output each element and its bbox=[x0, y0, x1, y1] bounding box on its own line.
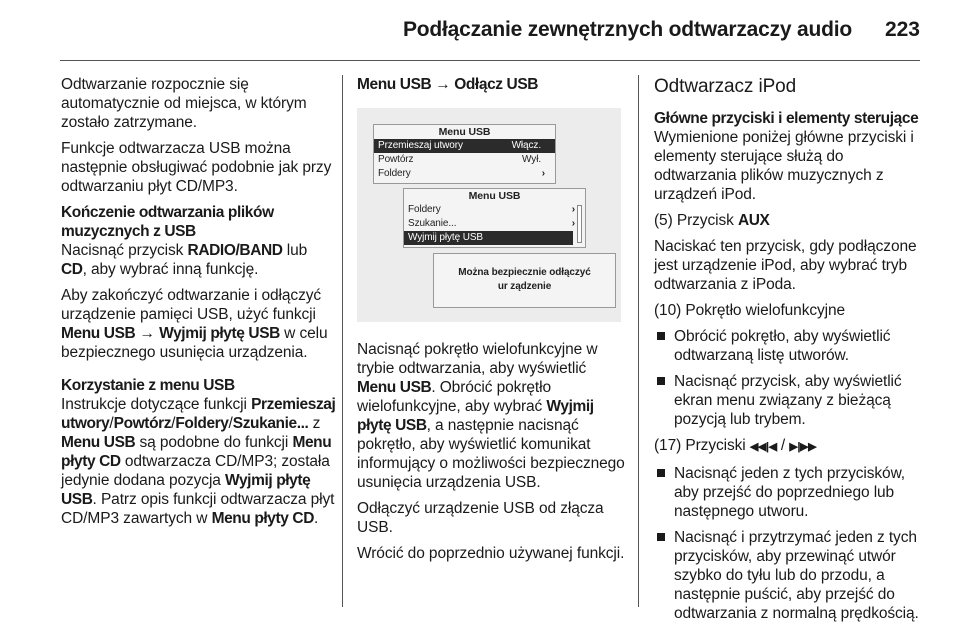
menu-row: Szukanie... › bbox=[408, 218, 575, 229]
bullet-list bbox=[654, 327, 922, 429]
paragraph: Odtwarzanie rozpocznie się automatycznie od miejsca, w którym zostało zatrzymane. bbox=[61, 76, 307, 131]
menu-row: Foldery › bbox=[408, 204, 575, 215]
paragraph: Instrukcje dotyczące funkcji Przemieszaj utwory/Powtórz/Foldery/Szukanie... z Menu USB są podobne do funkcji Menu płyty CD odtwarzacza CD/MP3; została jedynie dodana pozycja Wyjmij płytę USB. Patrz opis funkcji odtwarzacza płyt CD/MP3 zawartych w Menu płyty CD. bbox=[61, 396, 336, 527]
column-divider-2 bbox=[638, 75, 639, 607]
paragraph: Wymienione poniżej główne przyciski i elementy sterujące służą do odtwarzania plików muzycznych z urządzeń iPod. bbox=[654, 129, 914, 203]
paragraph: Aby zakończyć odtwarzanie i odłączyć urządzenie pamięci USB, użyć funkcji Menu USB → Wyjmij płytę USB w celu bezpiecznego usunięcia urządzenia. bbox=[61, 287, 328, 361]
usb-menu-figure bbox=[357, 108, 621, 322]
column-left bbox=[61, 75, 336, 535]
scrollbar bbox=[577, 205, 582, 243]
chevron-right-icon: › bbox=[571, 204, 575, 215]
screen-menu-usb-1 bbox=[373, 124, 556, 184]
screen-safe-remove-message: Można bezpiecznie odłączyć ur ządzenie bbox=[433, 253, 616, 308]
menu-row-selected: Przemieszaj utwory Włącz. bbox=[374, 139, 555, 153]
skip-forward-icon: ▶|▶▶ bbox=[789, 441, 817, 453]
list-item: Nacisnąć jeden z tych przycisków, aby przejść do poprzedniego lub następnego utworu. bbox=[654, 464, 922, 521]
section-heading: Główne przyciski i elementy sterujące bbox=[654, 110, 919, 127]
paragraph: Odłączyć urządzenie USB od złącza USB. bbox=[357, 500, 604, 536]
paragraph: Funkcje odtwarzacza USB można następnie obsługiwać podobnie jak przy odtwarzaniu płyt CD/MP3. bbox=[61, 140, 332, 195]
screen-title: Menu USB bbox=[468, 190, 521, 202]
paragraph: (17) Przyciski ◀◀|◀ / ▶|▶▶ bbox=[654, 437, 817, 454]
column-divider-1 bbox=[342, 75, 343, 607]
paragraph: (5) Przycisk AUX bbox=[654, 212, 770, 229]
chevron-right-icon: › bbox=[541, 168, 545, 179]
section-heading: Kończenie odtwarzania plików muzycznych z USB bbox=[61, 204, 274, 240]
skip-back-icon: ◀◀|◀ bbox=[749, 441, 777, 453]
list-item: Nacisnąć przycisk, aby wyświetlić ekran menu związany z bieżącą pozycją lub trybem. bbox=[654, 372, 922, 429]
column-right bbox=[654, 75, 922, 630]
bullet-list bbox=[654, 464, 922, 623]
paragraph: Nacisnąć pokrętło wielofunkcyjne w trybie odtwarzania, aby wyświetlić Menu USB. Obrócić pokrętło wielofunkcyjne, aby wybrać Wyjmij płytę USB, a następnie nacisnąć pokrętło, aby wyświetlić komunikat informujący o możliwości bezpiecznego usunięcia urządzenia USB. bbox=[357, 341, 625, 491]
paragraph: (10) Pokrętło wielofunkcyjne bbox=[654, 302, 846, 319]
paragraph: Nacisnąć przycisk RADIO/BAND lub CD, aby wybrać inną funkcję. bbox=[61, 242, 308, 278]
screen-title: Menu USB bbox=[438, 126, 491, 138]
paragraph: Naciskać ten przycisk, gdy podłączone jest urządzenie iPod, aby wybrać tryb odtwarzania z iPoda. bbox=[654, 238, 917, 293]
menu-row: Foldery › bbox=[378, 168, 545, 179]
page-header bbox=[0, 0, 960, 62]
list-item: Obrócić pokrętło, aby wyświetlić odtwarzaną listę utworów. bbox=[654, 327, 922, 365]
screen-menu-usb-2 bbox=[403, 188, 586, 248]
column-middle bbox=[357, 75, 627, 570]
chevron-right-icon: › bbox=[571, 218, 575, 229]
paragraph: Wrócić do poprzednio używanej funkcji. bbox=[357, 545, 625, 562]
menu-row-selected: Wyjmij płytę USB bbox=[404, 231, 573, 245]
list-item: Nacisnąć i przytrzymać jeden z tych przycisków, aby przewinąć utwór szybko do tyłu lub do przodu, a następnie puścić, aby przejść do odtwarzania z normalną prędkością. bbox=[654, 528, 922, 623]
menu-row: Powtórz Wył. bbox=[378, 154, 541, 165]
section-title: Odtwarzacz iPod bbox=[654, 76, 797, 97]
header-divider bbox=[60, 60, 920, 61]
section-heading: Menu USB → Odłącz USB bbox=[357, 76, 539, 93]
section-heading: Korzystanie z menu USB bbox=[61, 377, 235, 394]
page-title: Podłączanie zewnętrznych odtwarzaczy audio bbox=[402, 18, 852, 41]
page-number: 223 bbox=[884, 18, 920, 41]
